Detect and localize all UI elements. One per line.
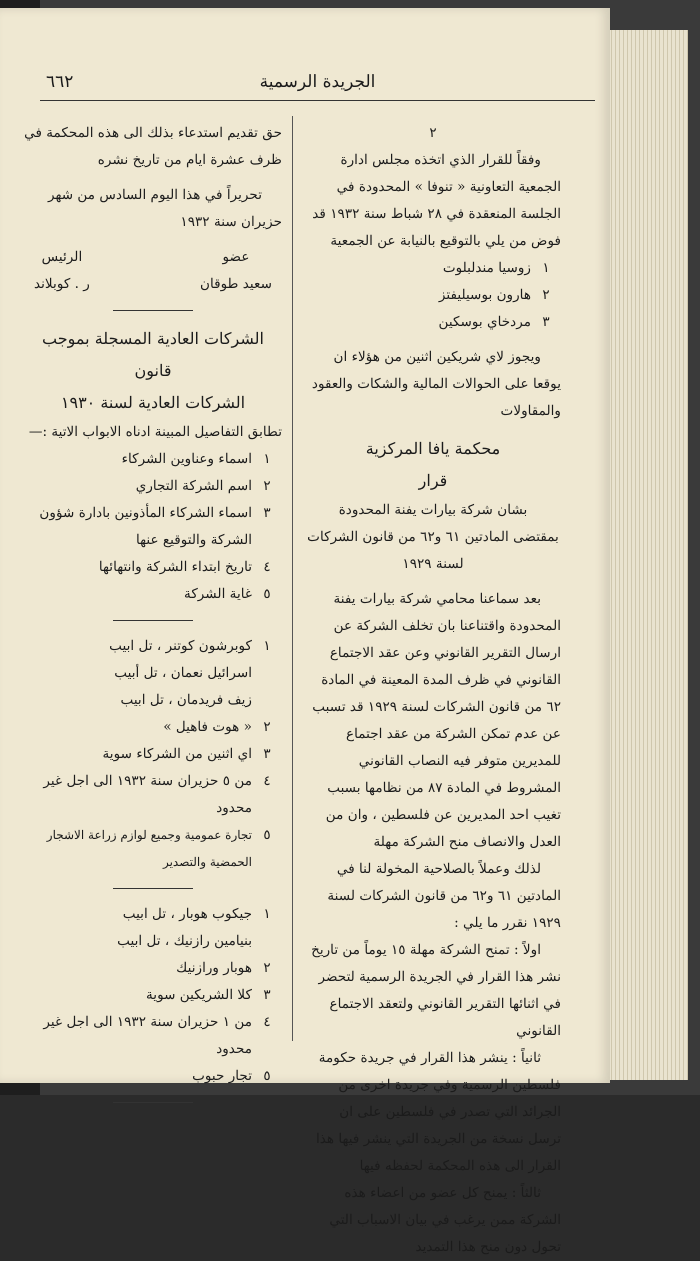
- list-item: [24, 554, 282, 581]
- item-number: ٥: [263, 586, 271, 602]
- legend-text: اسماء وعناوين الشركاء: [121, 451, 252, 467]
- decision-clause-third: ثالثاً : يمنح كل عضو من اعضاء هذه الشركة ممن يرغب في بيان الاسباب التي تحول دون منح هذا التمديد: [329, 1185, 561, 1255]
- date-line: تحريراً في هذا اليوم السادس من شهر حزيران سنة ١٩٣٢: [47, 187, 282, 230]
- gazette-page: [0, 8, 610, 1255]
- list-item: [24, 446, 282, 473]
- item-number: ١: [263, 638, 271, 654]
- list-item: [24, 1063, 282, 1090]
- signature-role: عضو: [222, 249, 250, 265]
- item-number: ٣: [263, 505, 271, 521]
- list-item: [24, 955, 282, 982]
- court-heading: محكمة يافا المركزية: [365, 439, 501, 458]
- page-number: ٦٦٢: [46, 72, 74, 92]
- section-rule: [113, 1102, 193, 1103]
- left-column: [24, 120, 282, 1115]
- authorized-partners: اي اثنين من الشركاء سوية: [102, 746, 252, 762]
- item-number: ٣: [263, 987, 271, 1003]
- item-number: ٥: [263, 1068, 271, 1084]
- signature-name: ر . كوبلاند: [34, 276, 90, 292]
- decision-paragraph: بعد سماعنا محامي شركة بيارات يفنة المحدودة واقتناعنا بان تخلف الشركة عن ارسال التقرير القانوني وعن عقد الاجتماع القانوني في ظرف المدة المعينة في المادة ٦٢ من قانون الشركات لسنة ١٩٢٩ قد تسبب عن عدم تمكن الشركة من عقد اجتماع للمديرين متوفر فيه النصاب القانوني المشروط في المادة ٨٧ من نظامها بسبب تغيب احد المديرين عن فلسطين ، وان من العدل والانصاف منح الشركة مهلة: [312, 591, 561, 850]
- partner-name: زيف فريدمان ، تل ابيب: [120, 692, 252, 708]
- legend-text: تاريخ ابتداء الشركة وانتهائها: [98, 559, 252, 575]
- legend-text: اسم الشركة التجاري: [135, 478, 252, 494]
- column-divider: [292, 116, 293, 1041]
- list-item: [24, 901, 282, 928]
- item-number: ٢: [263, 478, 271, 494]
- item-number: ٢: [263, 960, 271, 976]
- item-number: ٥: [263, 827, 271, 843]
- section-rule: [113, 888, 193, 889]
- decision-paragraph: لذلك وعملاً بالصلاحية المخولة لنا في المادتين ٦١ و٦٢ من قانون الشركات لسنة ١٩٢٩ نقرر ما يلي :: [327, 861, 561, 931]
- list-item: [305, 309, 561, 336]
- continuation-paragraph: حق تقديم استدعاء بذلك الى هذه المحكمة في ظرف عشرة ايام من تاريخ نشره: [24, 125, 282, 168]
- list-item: [24, 633, 282, 660]
- company-dates: من ١ حزيران سنة ١٩٣٢ الى اجل غير محدود: [43, 1014, 252, 1057]
- signature: [200, 244, 272, 298]
- list-item: [305, 255, 561, 282]
- right-column: [305, 120, 561, 1261]
- decision-heading: قرار: [418, 471, 448, 490]
- section-rule: [113, 620, 193, 621]
- item-number: ٤: [263, 559, 271, 575]
- member-name: زوسيا مندلبلوت: [442, 260, 531, 276]
- item-number: ٣: [542, 314, 550, 330]
- section-heading: الشركات العادية لسنة ١٩٣٠: [60, 393, 246, 412]
- list-item: [24, 982, 282, 1009]
- list-item: [24, 1009, 282, 1063]
- authorized-partners: كلا الشريكين سوية: [146, 987, 252, 1003]
- decision-clause-second: ثانياً : ينشر هذا القرار في جريدة حكومة فلسطين الرسمية وفي جريدة اخرى من الجرائد التي تصدر في فلسطين على ان ترسل نسخة من الجريدة التي ينشر فيها هذا القرار الى هذه المحكمة لحفظه فيها: [315, 1050, 561, 1174]
- item-number: ٤: [263, 773, 271, 789]
- authorization-paragraph: ويجوز لاي شريكين اثنين من هؤلاء ان يوقعا على الحوالات المالية والشكات والعقود والمقاولات: [311, 349, 561, 419]
- section-rule: [113, 310, 193, 311]
- item-number: ١: [542, 260, 550, 276]
- list-item: [24, 473, 282, 500]
- list-item: [24, 822, 282, 876]
- legend-text: اسماء الشركاء المأذونين بادارة شؤون الشركة والتوقيع عنها: [39, 505, 252, 548]
- item-number: ٢: [263, 719, 271, 735]
- signature-name: سعيد طوقان: [200, 276, 272, 292]
- page-edges: [600, 30, 688, 1080]
- list-item: [24, 714, 282, 741]
- section-heading: الشركات العادية المسجلة بموجب قانون: [42, 329, 264, 380]
- legend-text: غاية الشركة: [184, 586, 252, 602]
- company-dates: من ٥ حزيران سنة ١٩٣٢ الى اجل غير محدود: [43, 773, 252, 816]
- list-item: [24, 500, 282, 554]
- signature-block: [24, 244, 282, 298]
- item-number: ١: [263, 451, 271, 467]
- member-name: هارون بوسيليفتز: [438, 287, 531, 303]
- page-header: [40, 66, 595, 101]
- item-number: ١: [263, 906, 271, 922]
- decision-clause-first: اولاً : تمنح الشركة مهلة ١٥ يوماً من تاريخ نشر هذا القرار في الجريدة الرسمية لتحضر في اثنائها التقرير القانوني ولتعقد الاجتماع القانوني: [311, 942, 561, 1039]
- decision-subject: بشان شركة بيارات يفنة المحدودة: [338, 502, 528, 518]
- item-number: ٣: [263, 746, 271, 762]
- decision-basis: بمقتضى المادتين ٦١ و٦٢ من قانون الشركات لسنة ١٩٢٩: [307, 529, 559, 572]
- company-name: هوبار ورازنيك: [176, 960, 252, 976]
- partner-name: بنيامين رازنيك ، تل ابيب: [117, 933, 252, 949]
- item-number: ٢: [542, 287, 550, 303]
- section-number: ٢: [429, 125, 437, 141]
- company-name: « هوت فاهيل »: [163, 719, 252, 735]
- list-item: [305, 282, 561, 309]
- partner-name: اسرائيل نعمان ، تل أبيب: [114, 665, 252, 681]
- list-item: [24, 768, 282, 822]
- running-title: الجريدة الرسمية: [259, 72, 376, 92]
- intro-paragraph: وفقاً للقرار الذي اتخذه مجلس ادارة الجمعية التعاونية « تنوفا » المحدودة في الجلسة المنعقدة في ٢٨ شباط سنة ١٩٣٢ قد فوض من يلي بالتوقيع بالنيابة عن الجمعية: [312, 152, 561, 249]
- list-item: [24, 581, 282, 608]
- partner-name: جيكوب هوبار ، تل ابيب: [122, 906, 252, 922]
- member-name: مردخاي بوسكين: [438, 314, 531, 330]
- company-purpose: تجار حبوب: [192, 1068, 252, 1084]
- partner-name: كوبرشون كوتنر ، تل ابيب: [109, 638, 252, 654]
- legend-intro: تطابق التفاصيل المبينة ادناه الابواب الاتية :—: [28, 424, 282, 440]
- item-number: ٤: [263, 1014, 271, 1030]
- signature-role: الرئيس: [41, 249, 83, 265]
- list-item: [24, 741, 282, 768]
- company-purpose: تجارة عمومية وجميع لوازم زراعة الاشجار الحمضية والتصدير: [46, 828, 252, 869]
- signature: [34, 244, 90, 298]
